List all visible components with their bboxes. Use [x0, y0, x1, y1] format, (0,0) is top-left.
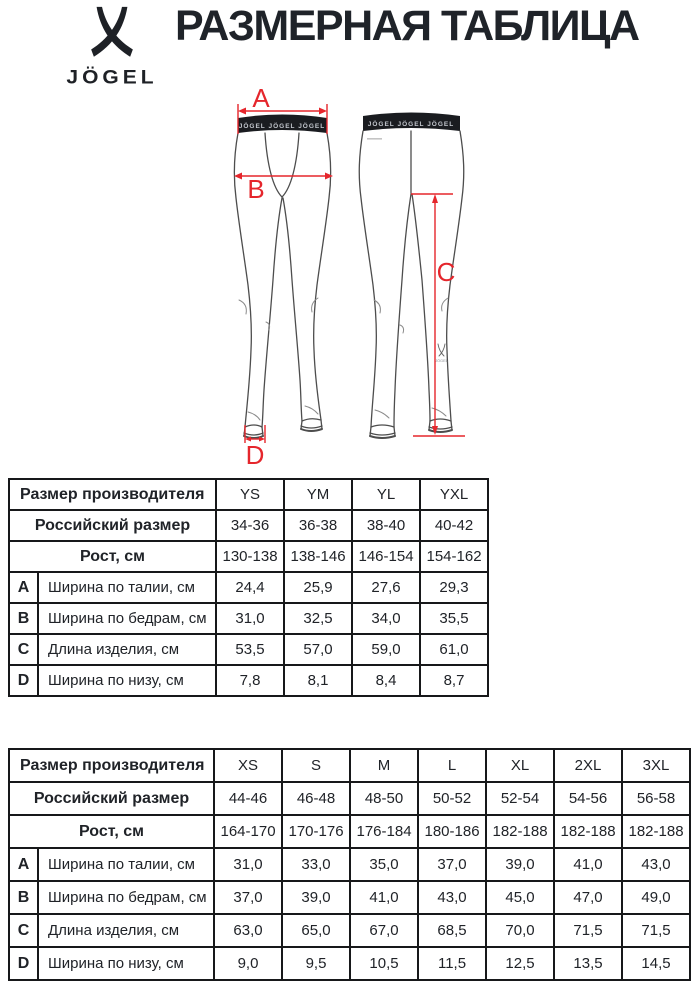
- front-waistband-logo-text: JÖGEL JÖGEL JÖGEL: [238, 123, 326, 130]
- dim-label-b: B: [247, 174, 265, 204]
- size-value-cell: 50-52: [418, 782, 486, 815]
- measure-value-cell: 31,0: [216, 603, 284, 634]
- info-row-label: Рост, см: [9, 815, 214, 848]
- measure-value-cell: 49,0: [622, 881, 690, 914]
- dimension-description-cell: Ширина по бедрам, см: [38, 881, 214, 914]
- measure-value-cell: 8,1: [284, 665, 352, 696]
- measure-row: [9, 848, 690, 881]
- dimension-description-cell: Ширина по бедрам, см: [38, 603, 216, 634]
- measure-value-cell: 47,0: [554, 881, 622, 914]
- measure-value-cell: 65,0: [282, 914, 350, 947]
- size-value-cell: YXL: [420, 479, 488, 510]
- dimension-letter-cell: B: [9, 603, 38, 634]
- dimension-description-cell: Длина изделия, см: [38, 914, 214, 947]
- info-row: [9, 749, 690, 782]
- measure-value-cell: 10,5: [350, 947, 418, 980]
- measure-value-cell: 32,5: [284, 603, 352, 634]
- measure-row: [9, 914, 690, 947]
- measure-value-cell: 24,4: [216, 572, 284, 603]
- measure-value-cell: 61,0: [420, 634, 488, 665]
- dimension-description-cell: Ширина по низу, см: [38, 947, 214, 980]
- size-value-cell: 3XL: [622, 749, 690, 782]
- size-value-cell: 56-58: [622, 782, 690, 815]
- measure-value-cell: 14,5: [622, 947, 690, 980]
- measure-row: [9, 947, 690, 980]
- size-value-cell: 44-46: [214, 782, 282, 815]
- size-value-cell: 2XL: [554, 749, 622, 782]
- size-value-cell: L: [418, 749, 486, 782]
- measure-value-cell: 68,5: [418, 914, 486, 947]
- back-waistband-logo-text: JÖGEL JÖGEL JÖGEL: [367, 121, 455, 128]
- size-value-cell: YS: [216, 479, 284, 510]
- dimension-letter-cell: D: [9, 665, 38, 696]
- info-row: [9, 479, 488, 510]
- measure-value-cell: 59,0: [352, 634, 420, 665]
- measure-value-cell: 39,0: [282, 881, 350, 914]
- size-value-cell: YL: [352, 479, 420, 510]
- measure-value-cell: 70,0: [486, 914, 554, 947]
- info-row-label: Российский размер: [9, 510, 216, 541]
- size-value-cell: 176-184: [350, 815, 418, 848]
- measure-value-cell: 8,7: [420, 665, 488, 696]
- size-value-cell: 52-54: [486, 782, 554, 815]
- adult-size-table: [8, 748, 691, 981]
- dim-label-a: A: [252, 83, 270, 113]
- dimension-description-cell: Длина изделия, см: [38, 634, 216, 665]
- dimension-letter-cell: C: [9, 634, 38, 665]
- measure-value-cell: 35,0: [350, 848, 418, 881]
- info-row: [9, 541, 488, 572]
- size-value-cell: 38-40: [352, 510, 420, 541]
- size-value-cell: 138-146: [284, 541, 352, 572]
- info-row-label: Размер производителя: [9, 749, 214, 782]
- size-value-cell: 34-36: [216, 510, 284, 541]
- measure-value-cell: 9,5: [282, 947, 350, 980]
- measure-value-cell: 29,3: [420, 572, 488, 603]
- measure-value-cell: 33,0: [282, 848, 350, 881]
- measure-value-cell: 45,0: [486, 881, 554, 914]
- measure-value-cell: 8,4: [352, 665, 420, 696]
- dimension-letter-cell: C: [9, 914, 38, 947]
- micro-print: [367, 138, 382, 140]
- measure-value-cell: 35,5: [420, 603, 488, 634]
- brand-wordmark: JÖGEL: [66, 66, 158, 89]
- info-row-label: Размер производителя: [9, 479, 216, 510]
- measure-row: [9, 881, 690, 914]
- dimension-letter-cell: A: [9, 848, 38, 881]
- size-value-cell: XS: [214, 749, 282, 782]
- measure-value-cell: 57,0: [284, 634, 352, 665]
- measure-value-cell: 67,0: [350, 914, 418, 947]
- measure-value-cell: 43,0: [622, 848, 690, 881]
- size-value-cell: YM: [284, 479, 352, 510]
- size-value-cell: 154-162: [420, 541, 488, 572]
- dimension-description-cell: Ширина по талии, см: [38, 848, 214, 881]
- measure-row: [9, 665, 488, 696]
- garment-diagram: [170, 80, 530, 472]
- measure-value-cell: 31,0: [214, 848, 282, 881]
- measure-value-cell: 13,5: [554, 947, 622, 980]
- size-value-cell: 180-186: [418, 815, 486, 848]
- page-title: РАЗМЕРНАЯ ТАБЛИЦА: [175, 2, 639, 50]
- leg-mini-logo-icon: [438, 344, 445, 356]
- size-value-cell: 40-42: [420, 510, 488, 541]
- measure-value-cell: 34,0: [352, 603, 420, 634]
- measure-value-cell: 25,9: [284, 572, 352, 603]
- dimension-description-cell: Ширина по низу, см: [38, 665, 216, 696]
- dimension-labels: [246, 83, 456, 470]
- measure-value-cell: 63,0: [214, 914, 282, 947]
- dimension-letter-cell: D: [9, 947, 38, 980]
- size-value-cell: 146-154: [352, 541, 420, 572]
- size-value-cell: 54-56: [554, 782, 622, 815]
- measure-value-cell: 71,5: [554, 914, 622, 947]
- dimension-marks: [234, 104, 465, 443]
- size-value-cell: S: [282, 749, 350, 782]
- measure-value-cell: 11,5: [418, 947, 486, 980]
- leg-mini-logo-text: JÖGEL: [435, 359, 448, 363]
- size-value-cell: 170-176: [282, 815, 350, 848]
- measure-value-cell: 37,0: [418, 848, 486, 881]
- front-view: [234, 115, 330, 439]
- measure-value-cell: 39,0: [486, 848, 554, 881]
- size-value-cell: XL: [486, 749, 554, 782]
- measure-value-cell: 27,6: [352, 572, 420, 603]
- brand-logo: [38, 6, 186, 90]
- size-value-cell: 48-50: [350, 782, 418, 815]
- dimension-letter-cell: B: [9, 881, 38, 914]
- dimension-description-cell: Ширина по талии, см: [38, 572, 216, 603]
- size-value-cell: 164-170: [214, 815, 282, 848]
- measure-row: [9, 603, 488, 634]
- measure-value-cell: 7,8: [216, 665, 284, 696]
- size-value-cell: 46-48: [282, 782, 350, 815]
- size-value-cell: 130-138: [216, 541, 284, 572]
- measure-row: [9, 572, 488, 603]
- info-row: [9, 815, 690, 848]
- measure-value-cell: 41,0: [350, 881, 418, 914]
- dimension-letter-cell: A: [9, 572, 38, 603]
- measure-value-cell: 9,0: [214, 947, 282, 980]
- measure-value-cell: 37,0: [214, 881, 282, 914]
- youth-size-table: [8, 478, 489, 697]
- brand-logo-icon: [83, 6, 141, 64]
- measure-value-cell: 12,5: [486, 947, 554, 980]
- measure-value-cell: 43,0: [418, 881, 486, 914]
- size-value-cell: M: [350, 749, 418, 782]
- info-row-label: Российский размер: [9, 782, 214, 815]
- size-value-cell: 182-188: [554, 815, 622, 848]
- dim-label-c: C: [436, 257, 456, 287]
- dim-label-d: D: [245, 440, 265, 470]
- info-row: [9, 510, 488, 541]
- measure-row: [9, 634, 488, 665]
- size-value-cell: 182-188: [622, 815, 690, 848]
- measure-value-cell: 41,0: [554, 848, 622, 881]
- info-row: [9, 782, 690, 815]
- size-value-cell: 36-38: [284, 510, 352, 541]
- measure-value-cell: 53,5: [216, 634, 284, 665]
- info-row-label: Рост, см: [9, 541, 216, 572]
- measure-value-cell: 71,5: [622, 914, 690, 947]
- size-value-cell: 182-188: [486, 815, 554, 848]
